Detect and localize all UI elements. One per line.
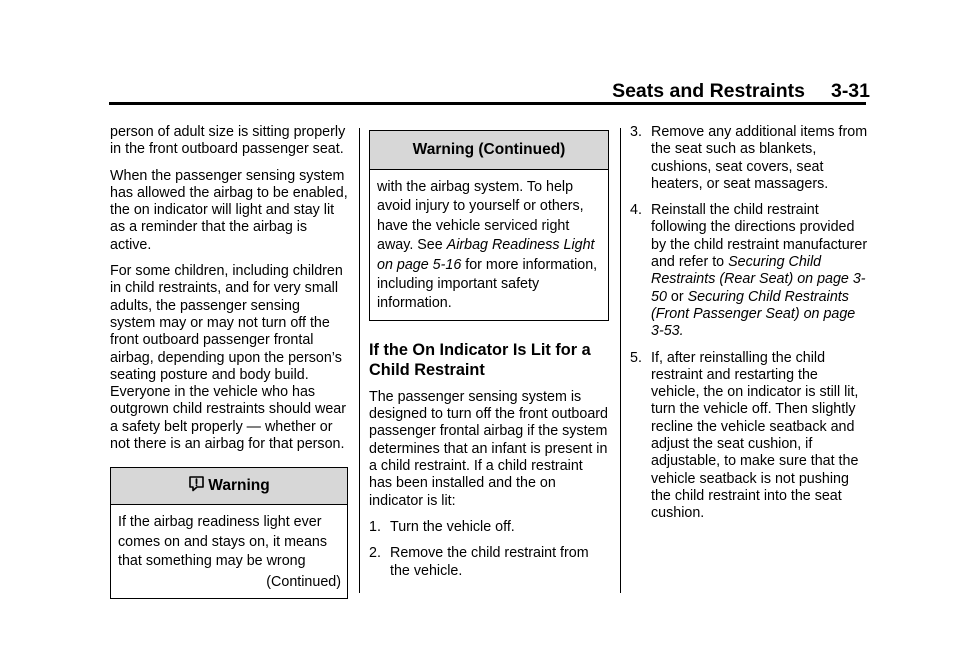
column-divider-1 <box>359 128 360 593</box>
warning-title: Warning <box>208 477 270 495</box>
warning-body <box>111 505 347 598</box>
warning-continued-header: Warning (Continued) <box>370 131 608 170</box>
rear-seat-reference: Securing Child Restraints (Rear Seat) on page 3-50 <box>651 254 866 305</box>
paragraph-adult-size: person of adult size is sitting properly in the front outboard passenger seat. <box>110 124 346 158</box>
warning-continued-text: with the airbag system. To help avoid injury to yourself or others, have the vehicle serviced right away. See <box>377 179 584 254</box>
paragraph-sensing-system: The passenger sensing system is designed to turn off the front outboard passenger frontal airbag if the system determines that an infant is present in a child restraint. If a child restraint has been installed and the on indicator is lit: <box>369 388 608 509</box>
list-item <box>630 202 870 340</box>
column-2 <box>369 124 609 589</box>
paragraph-airbag-enabled: When the passenger sensing system has allowed the airbag to be enabled, the on indicator will light and stay lit as a reminder that the airbag is active. <box>110 167 348 253</box>
list-item <box>630 350 870 523</box>
column-1 <box>110 124 348 599</box>
step-text: If, after reinstalling the child restraint and restarting the vehicle, the on indicator is still lit, turn the vehicle off. Then slightly recline the vehicle seatback and adjust the seat cushion, if adjustable, to make sure that the vehicle seatback is not pushing the child restraint into the seat cushion. <box>651 349 859 522</box>
list-item <box>369 519 609 536</box>
section-heading: If the On Indicator Is Lit for a Child Restraint <box>369 340 591 379</box>
column-3 <box>630 124 870 532</box>
step-text: Reinstall the child restraint following the directions provided by the child restraint manufacturer and refer to <box>651 202 868 271</box>
steps-list-2 <box>630 124 870 523</box>
step-number: 5. <box>630 349 642 366</box>
continued-label: (Continued) <box>266 573 341 590</box>
front-seat-reference: Securing Child Restraints (Front Passenger Seat) on page 3-53 <box>651 288 856 340</box>
warning-header <box>111 468 347 505</box>
warning-continued-text-end: for more information, including important safety information. <box>377 256 598 312</box>
step-text: Turn the vehicle off. <box>390 518 515 535</box>
step-number: 3. <box>630 124 642 140</box>
steps-list-1 <box>369 519 609 580</box>
warning-text: If the airbag readiness light ever comes on and stays on, it means that something may be wrong <box>118 514 328 570</box>
step-number: 1. <box>369 518 381 535</box>
airbag-readiness-reference: Airbag Readiness Light on page 5-16 <box>377 237 595 273</box>
warning-continued-box <box>369 130 609 321</box>
page-header <box>612 80 870 103</box>
column-divider-2 <box>620 128 621 593</box>
list-item <box>630 124 870 193</box>
header-rule <box>109 102 866 105</box>
step-text: Remove any additional items from the seat such as blankets, cushions, seat covers, seat heaters, or seat massagers. <box>651 124 868 192</box>
section-title: Seats and Restraints <box>612 80 805 102</box>
warning-icon <box>188 470 205 506</box>
page-number: 3-31 <box>830 80 870 102</box>
step-text: Remove the child restraint from the vehicle. <box>390 545 589 579</box>
step-text-period: . <box>679 323 684 340</box>
list-item <box>369 545 609 580</box>
warning-box <box>110 467 348 599</box>
paragraph-small-adults: For some children, including children in child restraints, and for very small adults, the passenger sensing system may or may not turn off the front outboard passenger frontal airbag, depending upon the person’s seating posture and body build. Everyone in the vehicle who has outgrown child restraints should wear a safety belt properly — whether or not there is an airbag for that person. <box>110 263 347 453</box>
warning-continued-body <box>370 170 608 320</box>
step-number: 2. <box>369 545 381 562</box>
step-text-joiner: or <box>666 288 688 305</box>
step-number: 4. <box>630 202 642 219</box>
